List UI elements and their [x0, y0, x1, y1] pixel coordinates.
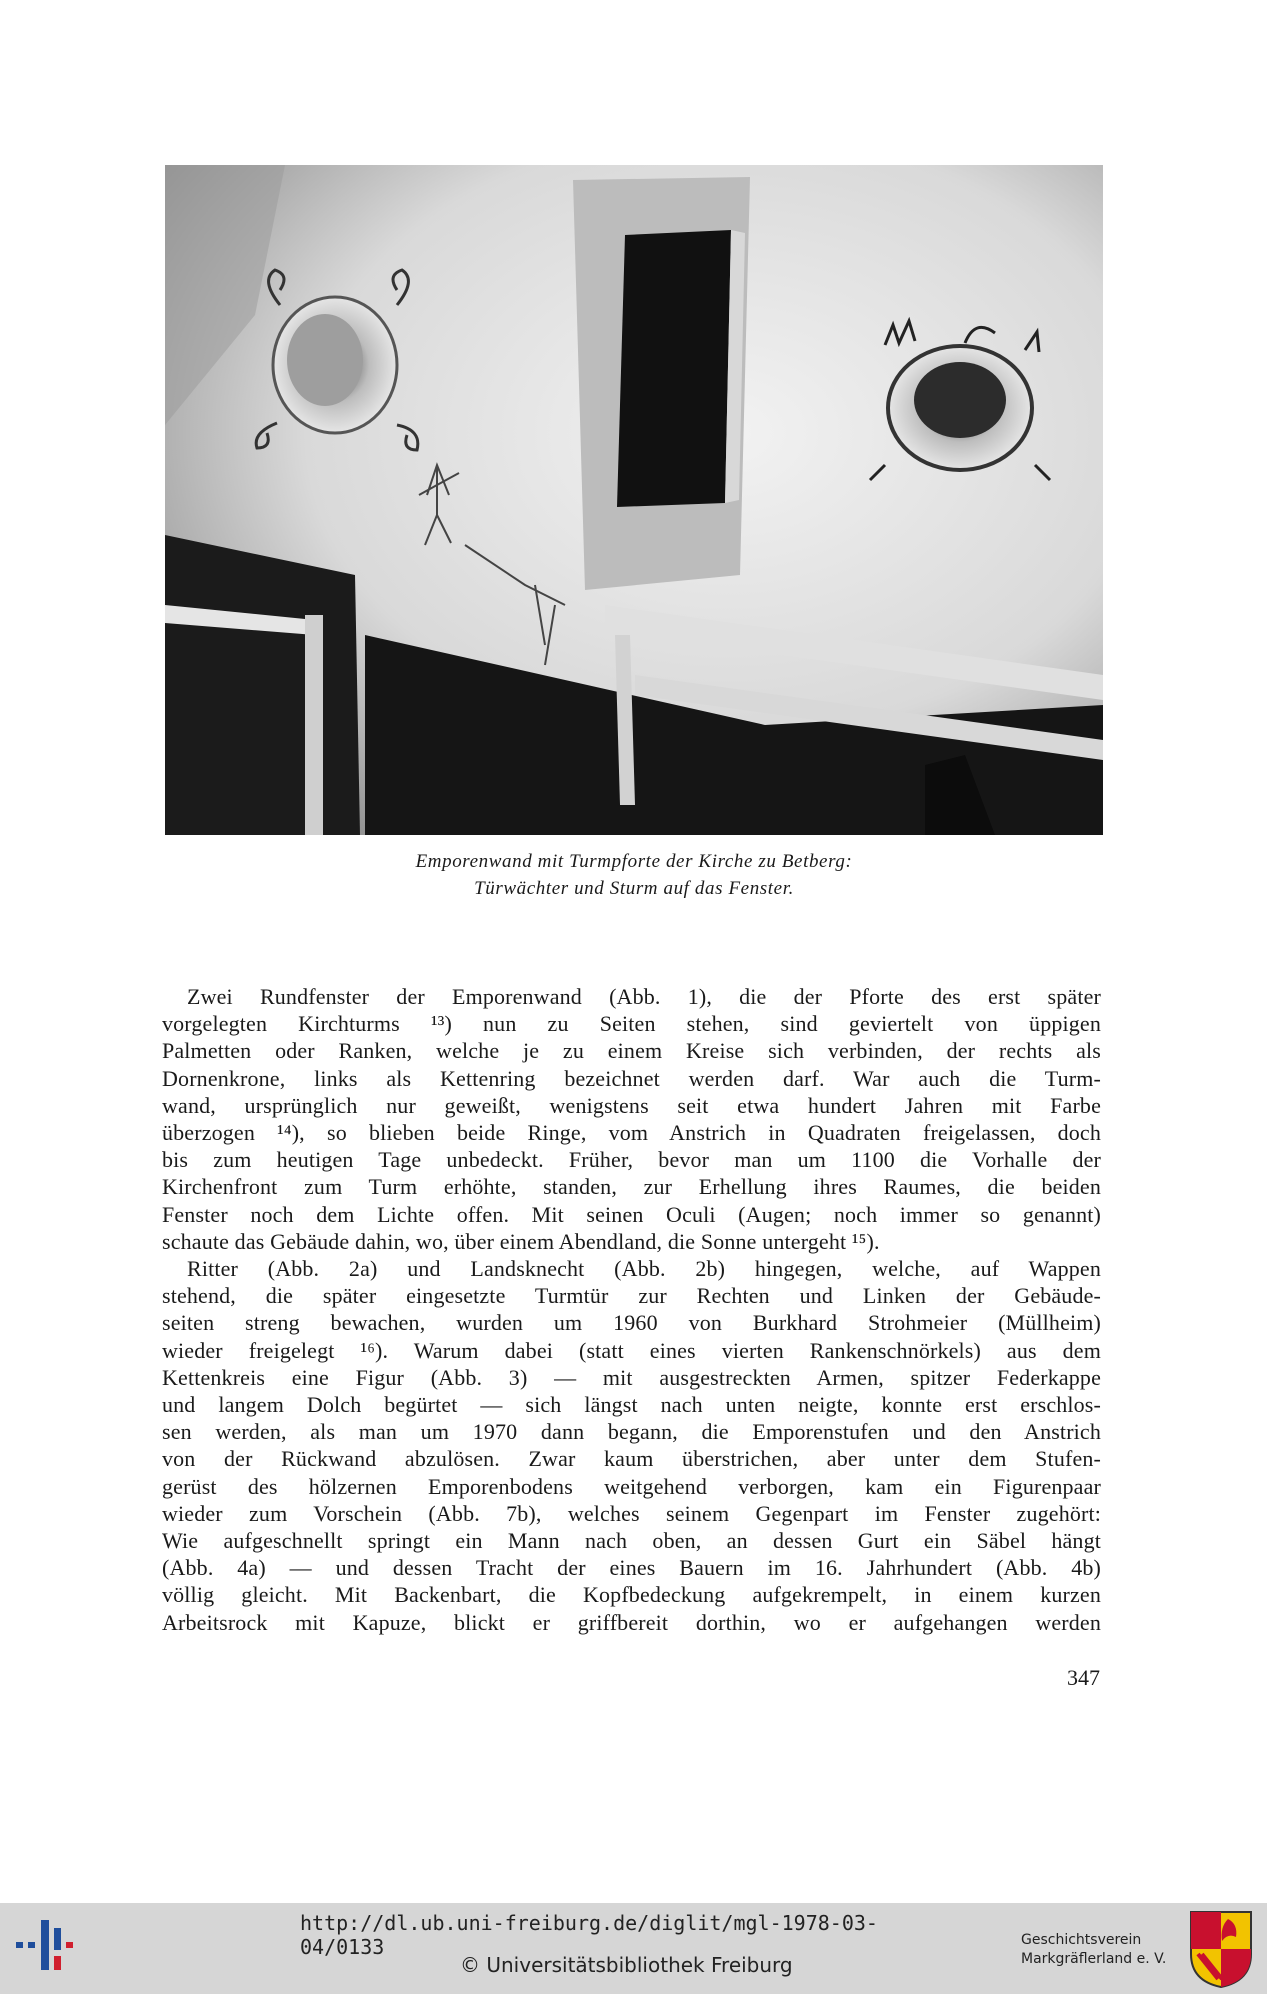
- text-line: gerüst des hölzernen Emporenbodens weitgehend verborgen, kam ein Figurenpaar: [162, 1473, 1101, 1499]
- door-opening: [617, 230, 731, 507]
- caption-line-2: Türwächter und Sturm auf das Fenster.: [474, 878, 794, 899]
- text-line: wieder freigelegt ¹⁶). Warum dabei (statt eines vierten Rankenschnörkels) aus dem: [162, 1337, 1101, 1363]
- text-line: wand, ursprünglich nur geweißt, wenigstens seit etwa hundert Jahren mit Farbe: [162, 1092, 1101, 1118]
- text-line: Wie aufgeschnellt springt ein Mann nach oben, an dessen Gurt ein Säbel hängt: [162, 1528, 1101, 1554]
- body-text: [162, 983, 1101, 1636]
- text-line: Ritter (Abb. 2a) und Landsknecht (Abb. 2b) hingegen, welche, auf Wappen: [187, 1256, 1101, 1282]
- association-name: [1021, 1931, 1181, 1969]
- university-library-logo-icon[interactable]: [14, 1914, 80, 1974]
- text-line: (Abb. 4a) — und dessen Tracht der eines Bauern im 16. Jahrhundert (Abb. 4b): [162, 1555, 1101, 1581]
- figure-caption: [165, 848, 1103, 902]
- photo-illustration: [165, 165, 1103, 835]
- text-line: sen werden, als man um 1970 dann begann, die Emporenstufen und den Anstrich: [162, 1419, 1101, 1445]
- page-number: 347: [1067, 1665, 1100, 1690]
- text-line: Kirchenfront zum Turm erhöhte, standen, zur Erhellung ihres Raumes, die beiden: [162, 1174, 1101, 1200]
- photograph-emporenwand: [165, 165, 1103, 835]
- text-line: und langem Dolch begürtet — sich längst nach unten neigte, konnte erst erschlos-: [162, 1392, 1101, 1418]
- coat-of-arms-icon[interactable]: [1188, 1909, 1254, 1989]
- text-line: Dornenkrone, links als Kettenring bezeichnet werden darf. War auch die Turm-: [162, 1065, 1101, 1091]
- footer-bar: [0, 1903, 1267, 1994]
- text-line: stehend, die später eingesetzte Turmtür zur Rechten und Linken der Gebäude-: [162, 1283, 1101, 1309]
- caption-line-1: Emporenwand mit Turmpforte der Kirche zu Betberg:: [415, 851, 853, 872]
- text-line: Arbeitsrock mit Kapuze, blickt er griffbereit dorthin, wo er aufgehangen werden: [162, 1609, 1101, 1635]
- text-line: Palmetten oder Ranken, welche je zu einem Kreise sich verbinden, der rechts als: [162, 1038, 1101, 1064]
- text-line: Fenster noch dem Lichte offen. Mit seinen Oculi (Augen; noch immer so genannt): [162, 1201, 1101, 1227]
- footer-copyright: © Universitätsbibliothek Freiburg: [460, 1953, 793, 1977]
- text-line: Kettenkreis eine Figur (Abb. 3) — mit ausgestreckten Armen, spitzer Federkappe: [162, 1364, 1101, 1390]
- text-line: vorgelegten Kirchturms ¹³) nun zu Seiten stehen, sind geviertelt von üppigen: [162, 1011, 1101, 1037]
- association-line-2: Markgräflerland e. V.: [1021, 1951, 1167, 1967]
- text-line: wieder zum Vorschein (Abb. 7b), welches seinem Gegenpart im Fenster zugehört:: [162, 1500, 1101, 1526]
- text-line: bis zum heutigen Tage unbedeckt. Früher, bevor man um 1100 die Vorhalle der: [162, 1147, 1101, 1173]
- text-line: seiten streng bewachen, wurden um 1960 von Burkhard Strohmeier (Müllheim): [162, 1310, 1101, 1336]
- association-line-1: Geschichtsverein: [1021, 1932, 1142, 1948]
- text-line: Zwei Rundfenster der Emporenwand (Abb. 1), die der Pforte des erst später: [187, 984, 1101, 1009]
- text-line: völlig gleicht. Mit Backenbart, die Kopfbedeckung aufgekrempelt, in einem kurzen: [162, 1582, 1101, 1608]
- text-line: überzogen ¹⁴), so blieben beide Ringe, vom Anstrich in Quadraten freigelassen, doch: [162, 1120, 1101, 1146]
- text-line: schaute das Gebäude dahin, wo, über einem Abendland, die Sonne untergeht ¹⁵).: [162, 1228, 880, 1254]
- footer-url-link[interactable]: http://dl.ub.uni-freiburg.de/diglit/mgl-1978-03-04/0133: [300, 1911, 878, 1959]
- text-line: von der Rückwand abzulösen. Zwar kaum überstrichen, aber unter dem Stufen-: [162, 1446, 1101, 1472]
